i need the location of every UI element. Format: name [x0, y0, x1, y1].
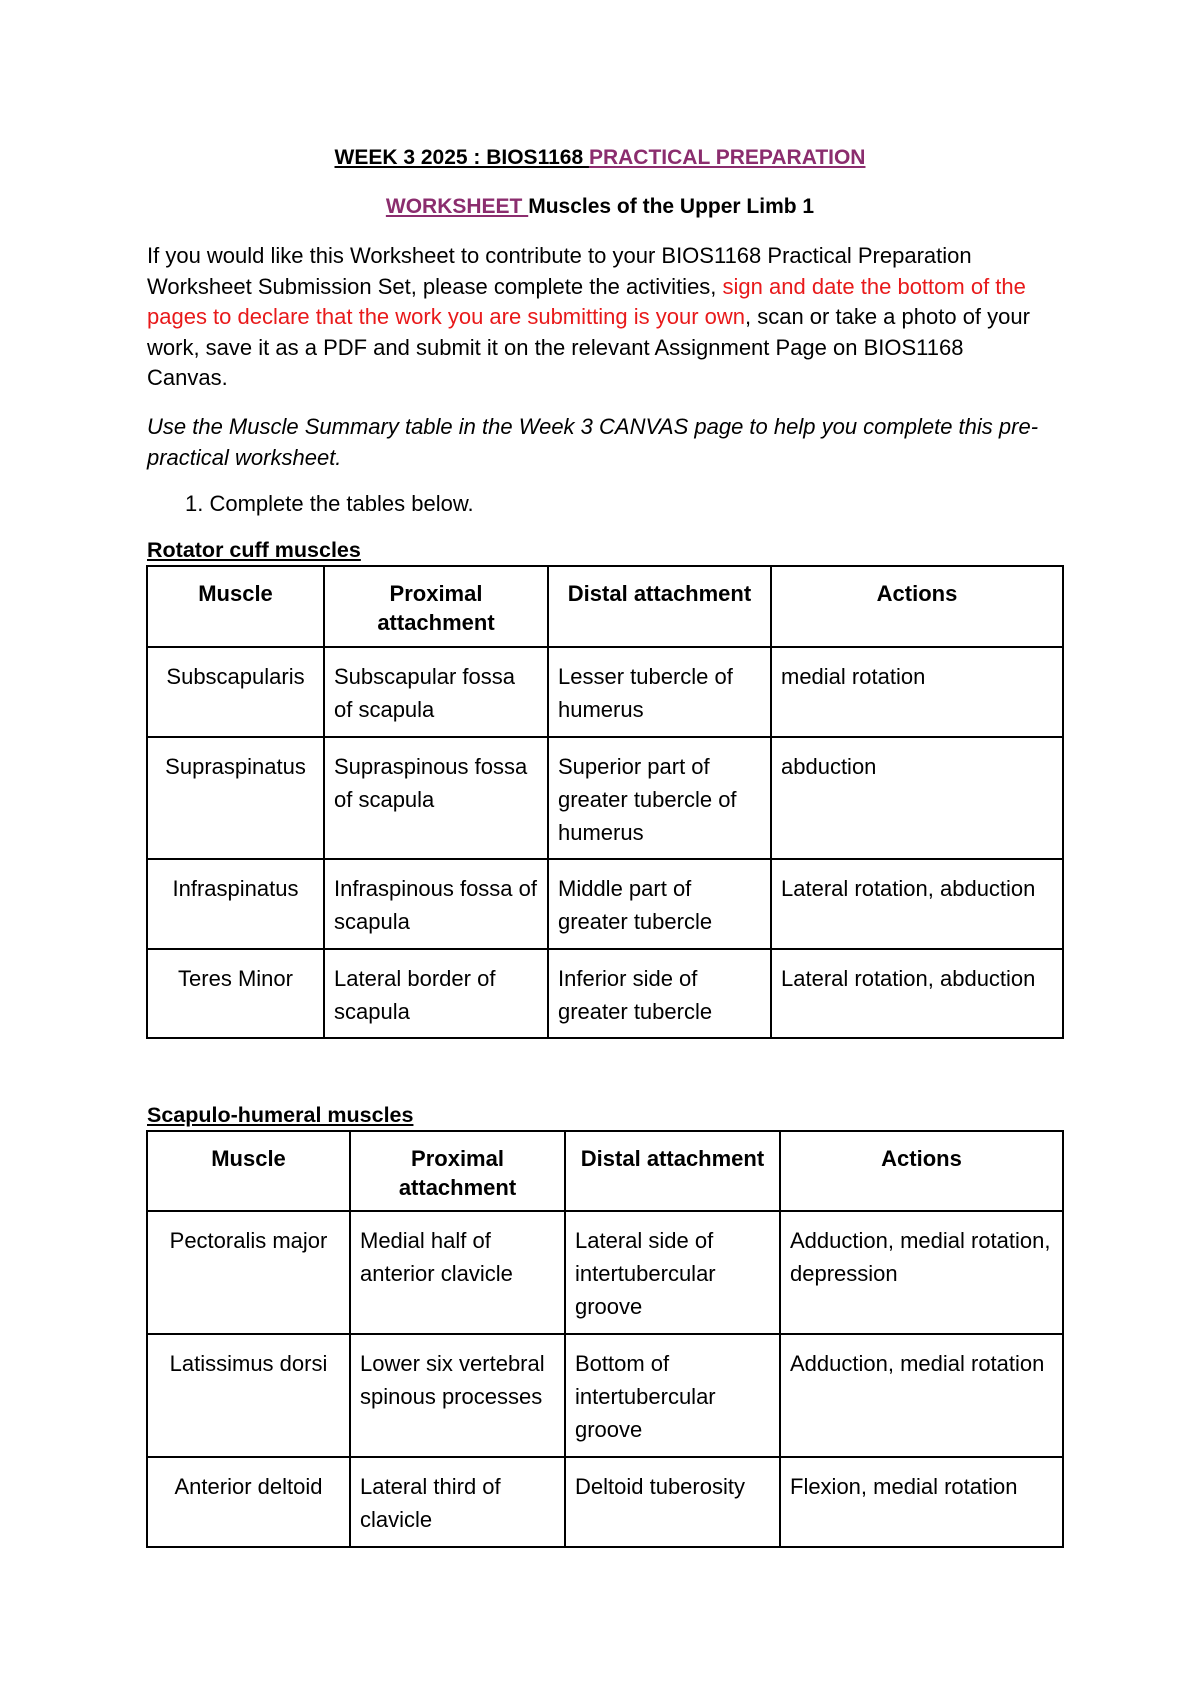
table-header-row: [147, 1131, 1063, 1211]
table-row: [147, 949, 1063, 1038]
column-header: Muscle: [147, 1131, 350, 1211]
table-cell: Subscapularis: [147, 647, 324, 737]
column-header: Proximal attachment: [324, 566, 548, 647]
subtitle-worksheet: WORKSHEET: [385, 195, 529, 218]
table-cell: Lateral side of intertubercular groove: [565, 1211, 780, 1334]
table-cell: Lateral third of clavicle: [350, 1457, 565, 1547]
table-cell: Supraspinatus: [147, 737, 324, 859]
title-course: WEEK 3 2025 : BIOS1168: [334, 146, 589, 169]
table-row: [147, 647, 1063, 737]
page-subtitle: [0, 195, 1200, 219]
table-cell: Lesser tubercle of humerus: [548, 647, 771, 737]
intro-paragraph: [147, 241, 1047, 394]
table-row: [147, 859, 1063, 949]
table-cell: Middle part of greater tubercle: [548, 859, 771, 949]
column-header: Muscle: [147, 566, 324, 647]
page-title: [0, 146, 1200, 170]
table-cell: Medial half of anterior clavicle: [350, 1211, 565, 1334]
column-header: Actions: [771, 566, 1063, 647]
table-cell: Lower six vertebral spinous processes: [350, 1334, 565, 1457]
table-cell: Deltoid tuberosity: [565, 1457, 780, 1547]
table-row: [147, 1211, 1063, 1334]
table-header-row: [147, 566, 1063, 647]
scapulo-humeral-heading: Scapulo-humeral muscles: [147, 1103, 414, 1127]
table-cell: Anterior deltoid: [147, 1457, 350, 1547]
intro-declaration-text: sign and date the bottom of the pages to declare that the work you are submitting is your own: [147, 273, 1026, 329]
table-cell: Flexion, medial rotation: [780, 1457, 1063, 1547]
column-header: Distal attachment: [548, 566, 771, 647]
title-practical-preparation: PRACTICAL PREPARATION: [588, 146, 866, 169]
table-cell: Subscapular fossa of scapula: [324, 647, 548, 737]
rotator-cuff-table: [146, 565, 1064, 1039]
intro-text-2: , scan or take a photo of your work, save it as a PDF and submit it on the relevant Assignment Page on BIOS1168 Canvas.: [147, 304, 1030, 390]
table-cell: Adduction, medial rotation, depression: [780, 1211, 1063, 1334]
table-cell: abduction: [771, 737, 1063, 859]
table-cell: Latissimus dorsi: [147, 1334, 350, 1457]
table-cell: Pectoralis major: [147, 1211, 350, 1334]
table-cell: Teres Minor: [147, 949, 324, 1038]
table-cell: Lateral rotation, abduction: [771, 949, 1063, 1038]
subtitle-topic: Muscles of the Upper Limb 1: [528, 195, 815, 218]
table-cell: Infraspinatus: [147, 859, 324, 949]
task-item: 1. Complete the tables below.: [185, 491, 474, 516]
instruction-paragraph: Use the Muscle Summary table in the Week 3 CANVAS page to help you complete this pre-practical worksheet.: [147, 414, 1039, 470]
table-cell: Infraspinous fossa of scapula: [324, 859, 548, 949]
table-cell: Lateral rotation, abduction: [771, 859, 1063, 949]
rotator-cuff-heading: Rotator cuff muscles: [147, 538, 361, 562]
table-cell: Superior part of greater tubercle of humerus: [548, 737, 771, 859]
column-header: Actions: [780, 1131, 1063, 1211]
column-header: Distal attachment: [565, 1131, 780, 1211]
table-cell: Adduction, medial rotation: [780, 1334, 1063, 1457]
column-header: Proximal attachment: [350, 1131, 565, 1211]
table-row: [147, 1334, 1063, 1457]
table-cell: Lateral border of scapula: [324, 949, 548, 1038]
table-row: [147, 1457, 1063, 1547]
table-row: [147, 737, 1063, 859]
table-cell: Bottom of intertubercular groove: [565, 1334, 780, 1457]
table-cell: medial rotation: [771, 647, 1063, 737]
intro-text-1: If you would like this Worksheet to contribute to your BIOS1168 Practical Preparation Worksheet Submission Set, please complete the activities,: [147, 243, 972, 299]
table-cell: Supraspinous fossa of scapula: [324, 737, 548, 859]
table-cell: Inferior side of greater tubercle: [548, 949, 771, 1038]
scapulo-humeral-table: [146, 1130, 1064, 1548]
